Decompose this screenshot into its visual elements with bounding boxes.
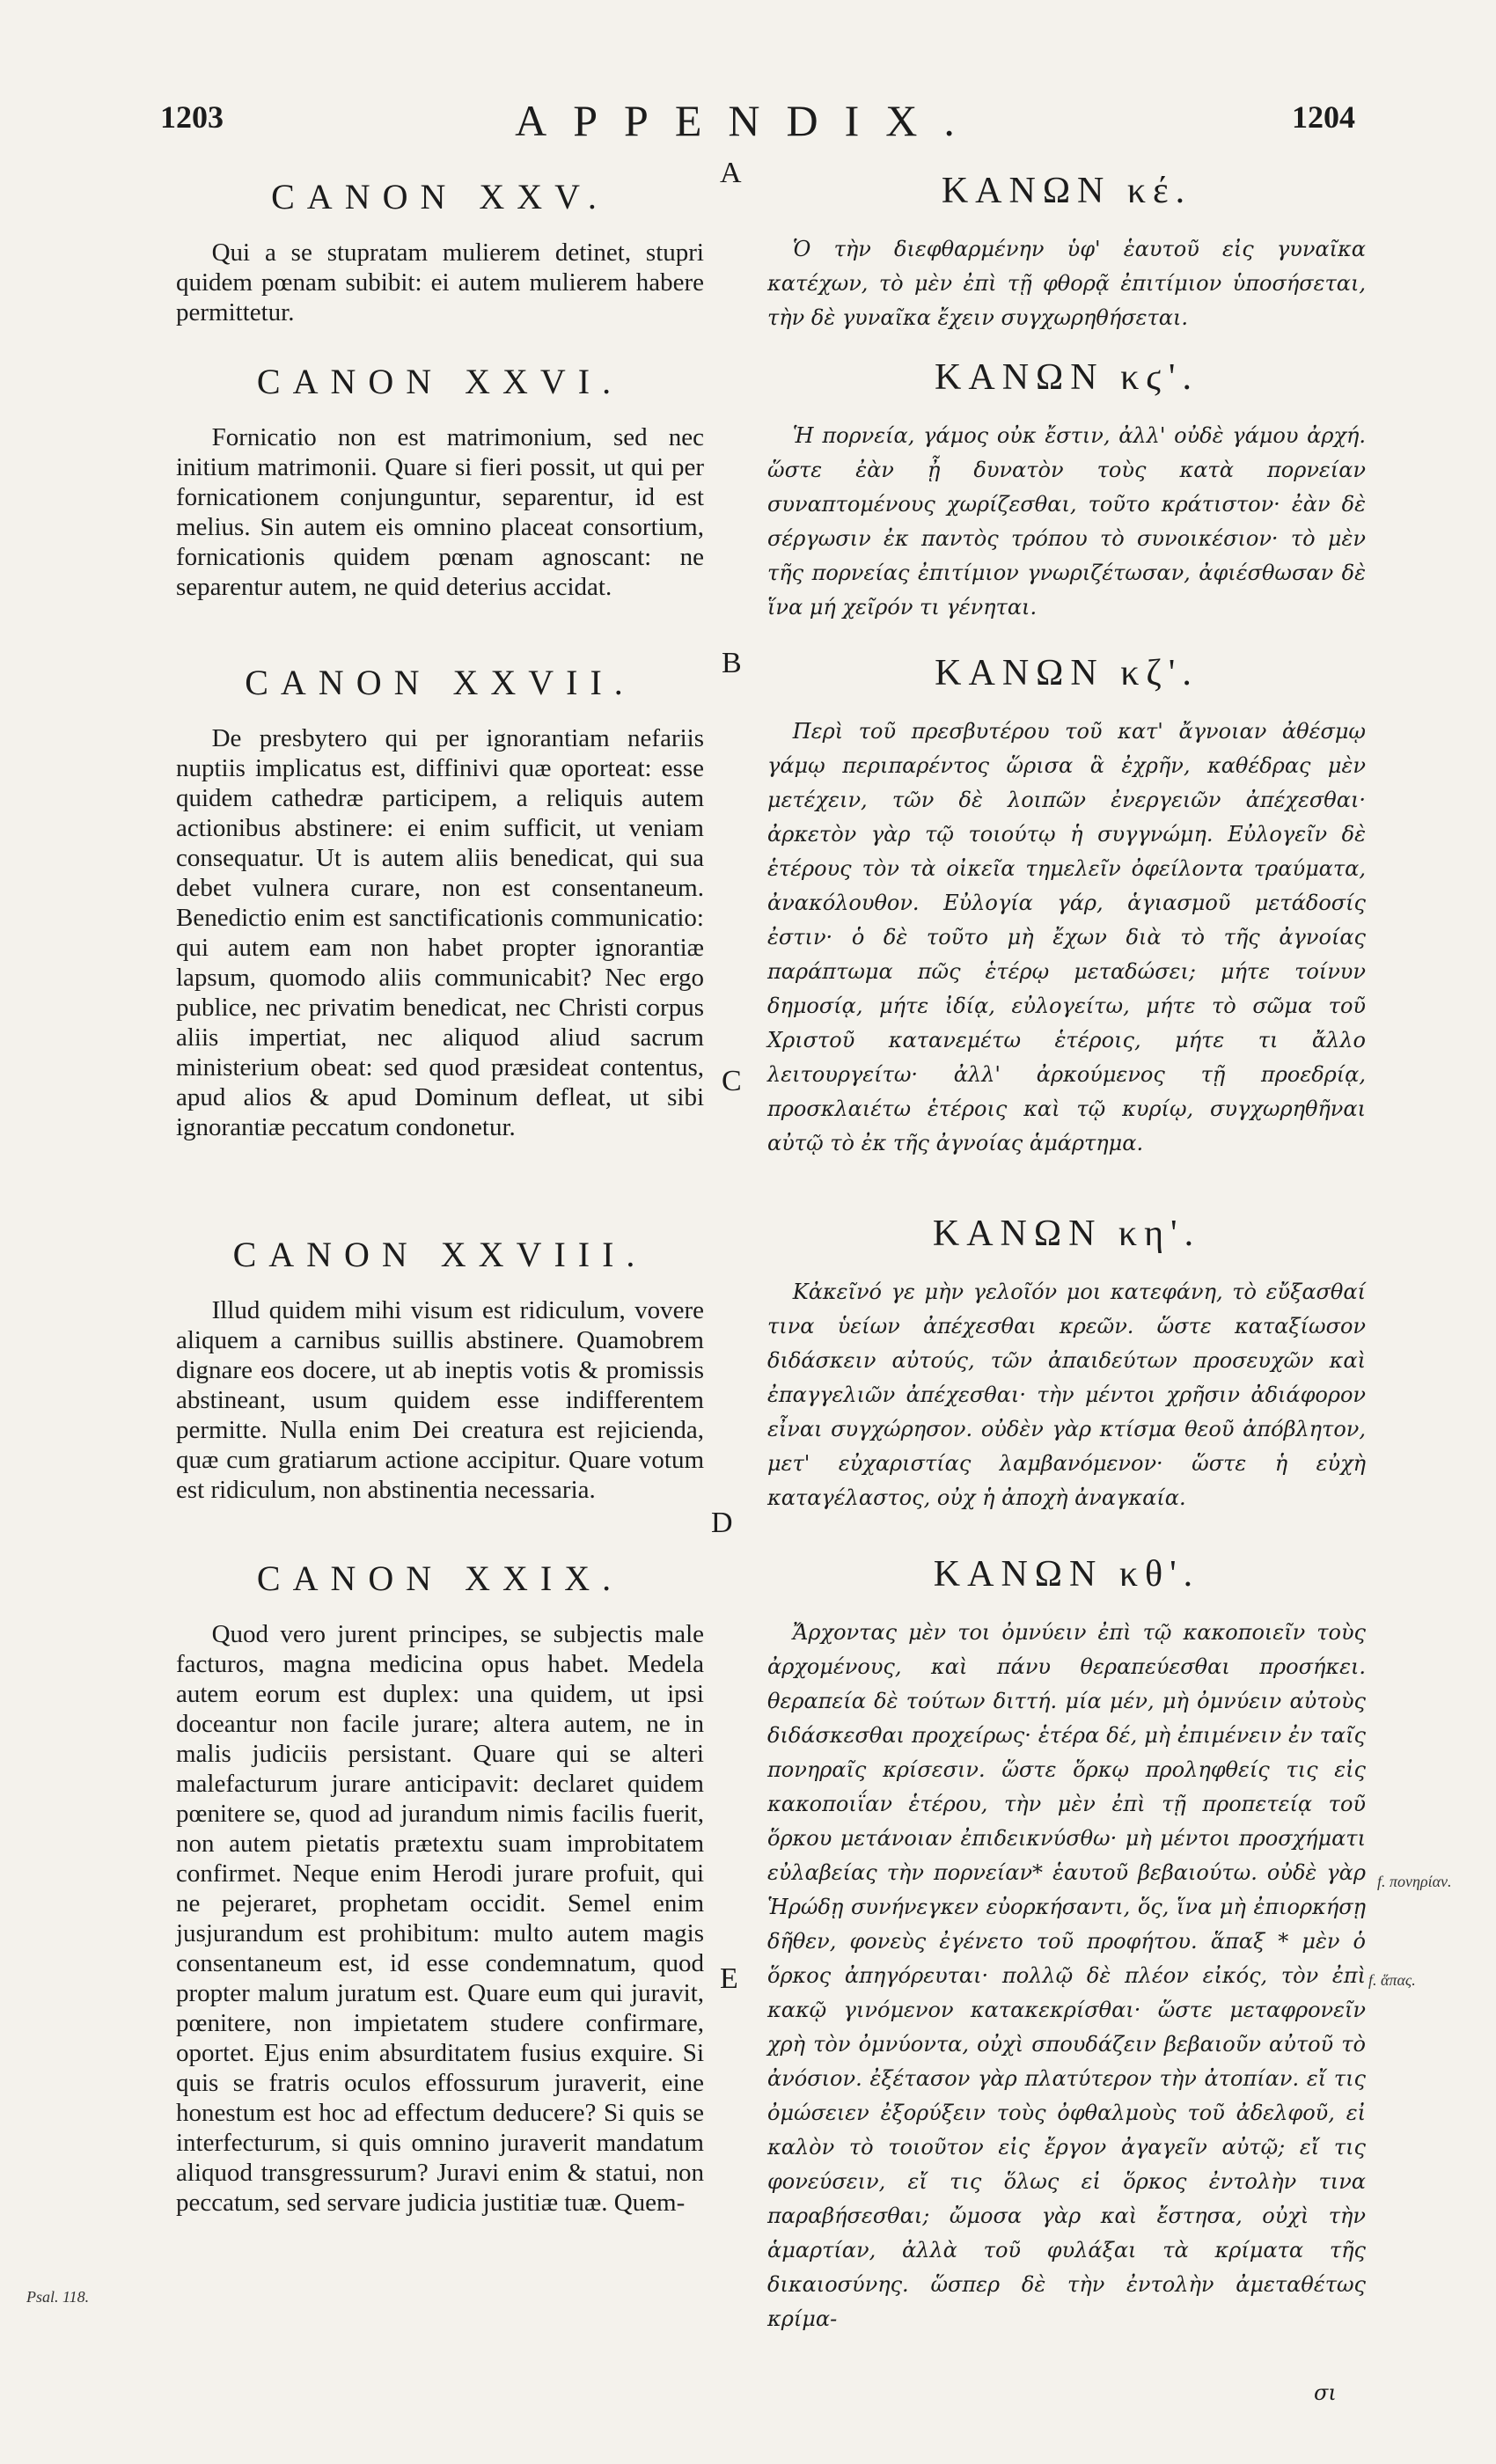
page-number-left: 1203 — [160, 99, 224, 135]
margin-note-psalm: Psal. 118. — [26, 2288, 90, 2306]
column-marker-c: C — [722, 1065, 742, 1097]
canon-text: Κἀκεῖνό γε μὴν γελοῖόν μοι κατεφάνη, τὸ εὔξασθαί τινα ὑείων ἀπέχεσθαι κρεῶν. ὥστε καταξίωσον διδάσκειν αὐτούς, τῶν ἀπαιδεύτων προσευχῶν καὶ ἐπαγγελιῶν ἀπέχεσθαι· τὴν μέντοι χρῆσιν ἀδιάφορον εἶναι συγχώρησον. οὐδὲν γὰρ κτίσμα θεοῦ ἀπόβλητον, μετ' εὐχαριστίας λαμβανόμενον· ὥστε ἡ εὐχὴ καταγέλαστος, οὐχ ἡ ἀποχὴ ἀναγκαία. — [767, 1280, 1366, 1510]
canon-heading: CANON XXVI. — [256, 362, 624, 401]
column-marker-b: B — [722, 647, 742, 679]
greek-canon-28 — [767, 1215, 1366, 1515]
latin-canon-25 — [176, 177, 704, 327]
greek-canon-26 — [767, 359, 1366, 625]
column-marker-d: D — [711, 1507, 733, 1539]
canon-text: Περὶ τοῦ πρεσβυτέρου τοῦ κατ' ἄγνοιαν ἀθέσμῳ γάμῳ περιπαρέντος ὥρισα ἃ ἐχρῆν, καθέδρας μὲν μετέχειν, τῶν δὲ λοιπῶν ἐνεργειῶν ἀπέχεσθαι· ἀρκετὸν γὰρ τῷ τοιούτῳ ἡ συγγνώμη. Εὐλογεῖν δὲ ἑτέρους τὸν τὰ οἰκεῖα τημελεῖν ὀφείλοντα τραύματα, ἀνακόλουθον. Εὐλογία γάρ, ἁγιασμοῦ μετάδοσίς ἐστιν· ὁ δὲ τοῦτο μὴ ἔχων διὰ τὸ τῆς ἀγνοίας παράπτωμα πῶς ἑτέρῳ μεταδώσει; μήτε τοίνυν δημοσίᾳ, μήτε ἰδίᾳ, εὐλογείτω, μήτε τὸ σῶμα τοῦ Χριστοῦ κατανεμέτω ἑτέροις, μήτε τι ἄλλο λειτουργείτω· ἀλλ' ἀρκούμενος τῇ προεδρίᾳ, προσκλαιέτω ἑτέροις καὶ τῷ κυρίῳ, συγχωρηθῆναι αὐτῷ τὸ ἐκ τῆς ἀγνοίας ἁμάρτημα. — [767, 719, 1366, 1155]
margin-note-variant-1: f. πονηρίαν. — [1377, 1873, 1452, 1890]
latin-canon-27 — [176, 665, 704, 1142]
canon-text: Ἄρχοντας μὲν τοι ὀμνύειν ἐπὶ τῷ κακοποιεῖν τοὺς ἀρχομένους, καὶ πάνυ θεραπεύεσθαι προσήκει. θεραπεία δὲ τούτων διττή. μία μέν, μὴ ὀμνύειν αὐτοὺς διδάσκεσθαι προχείρως· ἑτέρα δέ, μὴ ἐπιμένειν ἐν ταῖς πονηραῖς κρίσεσιν. ὥστε ὅρκῳ προληφθείς τις εἰς κακοποιΐαν ἑτέρου, τὴν μὲν ἐπὶ τῇ προπετείᾳ τοῦ ὅρκου μετάνοιαν ἐπιδεικνύσθω· μὴ μέντοι προσχήματι εὐλαβείας τὴν πορνείαν* ἑαυτοῦ βεβαιούτω. οὐδὲ γὰρ Ἡρώδῃ συνήνεγκεν εὐορκήσαντι, ὅς, ἵνα μὴ ἐπιορκήσῃ δῆθεν, φονεὺς ἐγένετο τοῦ προφήτου. ἅπαξ * μὲν ὁ ὅρκος ἀπηγόρευται· πολλῷ δὲ πλέον εἰκός, τὸν ἐπὶ κακῷ γινόμενον κατακεκρίσθαι· ὥστε μεταφρονεῖν χρὴ τὸν ὀμνύοντα, οὐχὶ σπουδάζειν βεβαιοῦν αὐτοῦ τὸ ἀνόσιον. ἐξέτασον γὰρ πλατύτερον τὴν ἀτοπίαν. εἴ τις ὀμώσειεν ἐξορύξειν τοὺς ὀφθαλμοὺς τοῦ ἀδελφοῦ, εἰ καλὸν τὸ τοιοῦτον εἰς ἔργον ἀγαγεῖν αὐτῷ; εἴ τις φονεύσειν, εἴ τις ὅλως εἰ ὅρκος ἐντολὴν τινα παραβήσεσθαι; ὤμοσα γὰρ καὶ ἔστησα, οὐχὶ τὴν ἁμαρτίαν, ἀλλὰ τοῦ φυλάξαι τὰ κρίματα τῆς δικαιοσύνης. ὥσπερ δὲ τὴν ἐντολὴν ἀμεταθέτως κρίμα- — [767, 1620, 1366, 2331]
canon-text: Fornicatio non est matrimonium, sed nec initium matrimonii. Quare si fieri possit, ut qui per fornicationem conjunguntur, separentur, id est melius. Sin autem eis omnino placeat consortium, fornicationis quidem pœnam agnoscant: ne separentur autem, ne quid deterius accidat. — [176, 423, 704, 601]
canon-heading: ΚΑΝΩΝ κϛ'. — [935, 357, 1199, 398]
margin-note-variant-2: f. ἅπας. — [1368, 1971, 1416, 1989]
greek-canon-25 — [767, 172, 1366, 335]
latin-canon-28 — [176, 1237, 704, 1505]
catchword: σι — [1314, 2380, 1337, 2405]
column-marker-a: A — [720, 157, 742, 189]
canon-heading: CANON XXVII. — [245, 663, 635, 702]
latin-canon-29 — [176, 1558, 704, 2218]
canon-heading: ΚΑΝΩΝ κη'. — [932, 1214, 1201, 1254]
canon-heading: ΚΑΝΩΝ κέ. — [941, 171, 1192, 211]
canon-heading: ΚΑΝΩΝ κθ'. — [933, 1554, 1200, 1595]
canon-heading: CANON XXIX. — [256, 1558, 624, 1598]
page-number-right: 1204 — [1292, 99, 1355, 135]
canon-text: Illud quidem mihi visum est ridiculum, vovere aliquem a carnibus suillis abstinere. Quamobrem dignare eos docere, ut ab ineptis votis & promissis abstineant, usum quidem esse indifferentem permitte. Nulla enim Dei creatura est rejicienda, quæ cum gratiarum actione accipitur. Quare votum est ridiculum, non abstinentia necessaria. — [176, 1296, 704, 1504]
canon-text: Ὁ τὴν διεφθαρμένην ὑφ' ἑαυτοῦ εἰς γυναῖκα κατέχων, τὸ μὲν ἐπὶ τῇ φθορᾷ ἐπιτίμιον ὑποσήσεται, τὴν δὲ γυναῖκα ἔχειν συγχωρηθήσεται. — [767, 237, 1366, 330]
greek-canon-29 — [767, 1556, 1366, 2336]
canon-heading: CANON XXVIII. — [232, 1235, 648, 1274]
latin-canon-26 — [176, 364, 704, 602]
canon-text: Quod vero jurent principes, se subjectis male facturos, magna medicina opus habet. Medela autem eorum est duplex: una quidem, ut ipsi doceantur non facile jurare; altera autem, ne in malis judiciis persistant. Quare qui se alteri malefacturum jurare anticipavit: declaret quidem pœnitere se, quod ad jurandum nimis facilis fuerit, non autem pietatis prætextu suam improbitatem confirmet. Neque enim Herodi jurare profuit, qui ne pejeraret, prophetam occidit. Semel enim jusjurandum est prohibitum: multo autem magis consentaneum est, id esse condemnatum, quod propter malum juratum est. Quare eum qui juravit, pœnitere, non impietatem studere confirmare, oportet. Ejus enim absurditatem fusius exquire. Si quis se fratris oculos effossurum juraverit, eine honestum est hoc ad effectum deducere? Si quis se interfecturum, si quis omnino juraverit mandatum aliquod transgressurum? Juravi enim & statui, non peccatum, sed servare judicia justitiæ tuæ. Quem- — [176, 1620, 704, 2217]
canon-text: Ἡ πορνεία, γάμος οὐκ ἔστιν, ἀλλ' οὐδὲ γάμου ἀρχή. ὥστε ἐὰν ᾖ δυνατὸν τοὺς κατὰ πορνείαν συναπτομένους χωρίζεσθαι, τοῦτο κράτιστον· ἐὰν δὲ σέργωσιν ἐκ παντὸς τρόπου τὸ συνοικέσιον· τὸ μὲν τῆς πορνείας ἐπιτίμιον γνωριζέτωσαν, ἀφιέσθωσαν δὲ ἵνα μή χεῖρόν τι γένηται. — [767, 423, 1366, 620]
column-marker-e: E — [720, 1962, 738, 1995]
canon-heading: ΚΑΝΩΝ κζ'. — [935, 653, 1199, 693]
canon-text: Qui a se stupratam mulierem detinet, stupri quidem pœnam subibit: ei autem mulierem habere permittetur. — [176, 238, 704, 326]
canon-heading: CANON XXV. — [271, 177, 609, 216]
running-title: APPENDIX. — [515, 96, 981, 145]
greek-canon-27 — [767, 655, 1366, 1161]
canon-text: De presbytero qui per ignorantiam nefariis nuptiis implicatus est, diffinivi quæ oporteat: esse quidem cathedræ participem, a reliquis autem actionibus abstinere: ei enim sufficit, ut veniam consequatur. Ut is autem aliis benedicat, qui sua debet vulnera curare, non est consentaneum. Benedictio enim est sanctificationis communicatio: qui autem eam non habet propter ignorantiæ lapsum, quomodo aliis communicabit? Nec ergo publice, nec privatim benedicat, nec Christi corpus aliis impertiat, nec aliquod aliud sacrum ministerium obeat: sed quod præsideat contentus, apud alios & apud Dominum defleat, ut sibi ignorantiæ peccatum condonetur. — [176, 724, 704, 1141]
